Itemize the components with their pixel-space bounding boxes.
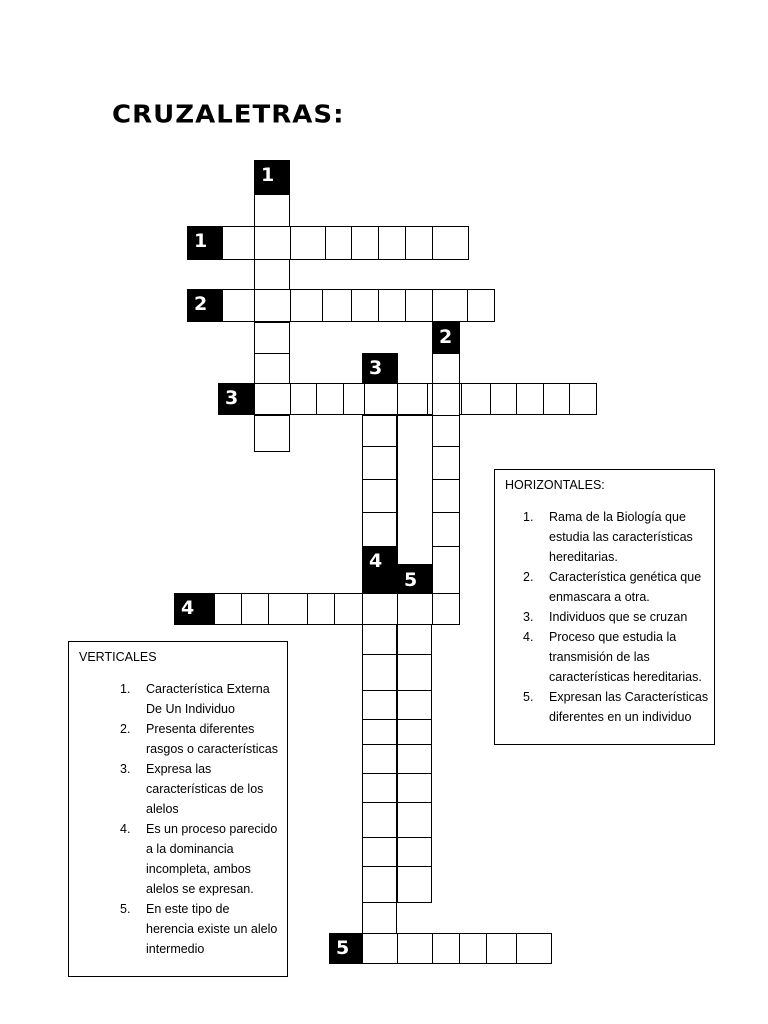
vertical-5-number: 5	[397, 565, 433, 594]
crossword-cell[interactable]	[378, 289, 406, 322]
crossword-cell[interactable]	[362, 690, 397, 720]
crossword-cell[interactable]	[362, 446, 397, 480]
clue-text-line: De Un Individuo	[146, 702, 235, 716]
clue-text-line: Es un proceso parecido	[146, 822, 278, 836]
crossword-cell[interactable]	[397, 866, 432, 903]
crossword-cell[interactable]	[397, 773, 432, 803]
clue-text-line: Expresa las	[146, 762, 212, 776]
crossword-cell[interactable]	[432, 546, 460, 594]
clue-text-line: rasgos o características	[146, 742, 278, 756]
crossword-cell[interactable]	[362, 773, 397, 803]
crossword-cell[interactable]	[351, 289, 379, 322]
crossword-cell[interactable]	[397, 383, 428, 415]
crossword-cell[interactable]	[461, 383, 491, 415]
clue-number: 2.	[523, 570, 534, 584]
crossword-cell[interactable]	[397, 624, 432, 655]
horizontal-clues-box	[494, 469, 715, 745]
crossword-cell[interactable]	[432, 446, 460, 480]
clue-number: 3.	[120, 762, 131, 776]
crossword-cell[interactable]	[432, 226, 469, 260]
vertical-clues-box	[68, 641, 288, 977]
crossword-cell[interactable]	[254, 259, 290, 292]
horizontal-clues-list	[523, 507, 711, 727]
clue-text-line: a la dominancia	[146, 842, 234, 856]
crossword-cell[interactable]	[432, 353, 460, 384]
crossword-cell[interactable]	[268, 593, 308, 625]
crossword-cell[interactable]	[362, 933, 398, 964]
crossword-cell[interactable]	[362, 624, 397, 655]
clue-number: 2.	[120, 722, 131, 736]
crossword-cell[interactable]	[290, 383, 317, 415]
crossword-cell[interactable]	[397, 690, 432, 720]
clue-text-line: alelos	[146, 802, 179, 816]
clue-number: 1.	[523, 510, 534, 524]
crossword-cell[interactable]	[254, 226, 291, 260]
crossword-cell[interactable]	[432, 512, 460, 547]
clue-number: 4.	[523, 630, 534, 644]
crossword-cell[interactable]	[254, 415, 290, 452]
crossword-cell[interactable]	[397, 719, 432, 745]
page-title: CRUZALETRAS:	[112, 100, 345, 130]
crossword-cell[interactable]	[362, 802, 397, 838]
crossword-cell[interactable]	[405, 289, 433, 322]
crossword-cell[interactable]	[516, 933, 552, 964]
crossword-cell[interactable]	[241, 593, 269, 625]
crossword-cell[interactable]	[322, 289, 352, 322]
horizontal-2-number: 2	[187, 289, 223, 322]
crossword-cell[interactable]	[254, 322, 290, 354]
crossword-cell[interactable]	[254, 194, 290, 227]
crossword-cell[interactable]	[362, 837, 397, 867]
clue-text-line: hereditarias.	[549, 550, 618, 564]
crossword-cell[interactable]	[316, 383, 344, 415]
crossword-cell[interactable]	[397, 744, 432, 774]
vertical-3-number: 3	[362, 353, 398, 384]
horizontal-4-number: 4	[174, 593, 215, 625]
horizontal-5-number: 5	[329, 933, 363, 964]
clue-text-line: alelos se expresan.	[146, 882, 254, 896]
horizontal-clues-heading: HORIZONTALES:	[505, 478, 605, 492]
crossword-cell[interactable]	[486, 933, 517, 964]
crossword-cell[interactable]	[254, 383, 291, 415]
clue-item	[120, 819, 286, 899]
crossword-cell[interactable]	[569, 383, 597, 415]
crossword-cell[interactable]	[543, 383, 570, 415]
crossword-cell[interactable]	[432, 383, 460, 416]
clue-text-line: En este tipo de	[146, 902, 230, 916]
crossword-cell[interactable]	[214, 593, 242, 625]
clue-text-line: Característica genética que	[549, 570, 702, 584]
clue-text-line: Presenta diferentes	[146, 722, 255, 736]
crossword-cell[interactable]	[432, 415, 460, 447]
clue-number: 1.	[120, 682, 131, 696]
clue-number: 5.	[120, 902, 131, 916]
crossword-cell[interactable]	[364, 383, 398, 415]
crossword-cell[interactable]	[397, 415, 433, 565]
clue-item	[523, 567, 711, 607]
crossword-cell[interactable]	[334, 593, 363, 625]
clue-number: 3.	[523, 610, 534, 624]
crossword-cell[interactable]	[397, 654, 432, 691]
crossword-cell[interactable]	[362, 593, 398, 625]
crossword-cell[interactable]	[362, 902, 397, 934]
crossword-cell[interactable]	[397, 593, 433, 625]
crossword-cell[interactable]	[397, 933, 433, 964]
clue-text-line: intermedio	[146, 942, 205, 956]
clue-item	[523, 507, 711, 567]
crossword-cell[interactable]	[516, 383, 544, 415]
clue-text-line: características hereditarias.	[549, 670, 702, 684]
clue-item	[120, 759, 286, 819]
clue-text-line: herencia existe un alelo	[146, 922, 278, 936]
crossword-cell[interactable]	[254, 353, 290, 384]
clue-item	[120, 899, 286, 959]
horizontal-3-number: 3	[218, 383, 255, 415]
clue-item	[523, 687, 711, 727]
vertical-2-number: 2	[432, 322, 460, 354]
crossword-cell[interactable]	[362, 512, 397, 547]
clue-item	[523, 607, 711, 627]
crossword-cell[interactable]	[459, 933, 487, 964]
clue-text-line: transmisión de las	[549, 650, 650, 664]
clue-text-line: incompleta, ambos	[146, 862, 251, 876]
horizontal-1-number: 1	[187, 226, 223, 260]
vertical-1-number: 1	[254, 160, 290, 195]
crossword-cell[interactable]	[362, 479, 397, 513]
clue-item	[523, 627, 711, 687]
crossword-cell[interactable]	[405, 226, 433, 260]
crossword-cell[interactable]	[362, 654, 397, 691]
clue-text-line: diferentes en un individuo	[549, 710, 692, 724]
crossword-cell[interactable]	[362, 744, 397, 774]
crossword-cell[interactable]	[222, 289, 255, 322]
clue-text-line: enmascara a otra.	[549, 590, 650, 604]
clue-text-line: Expresan las Características	[549, 690, 709, 704]
crossword-cell[interactable]	[467, 289, 495, 322]
crossword-cell[interactable]	[325, 226, 352, 260]
vertical-clues-heading: VERTICALES	[79, 650, 157, 664]
crossword-cell[interactable]	[362, 415, 397, 447]
vertical-4-number: 4	[362, 546, 398, 594]
crossword-cell[interactable]	[362, 719, 397, 745]
vertical-clues-list	[120, 679, 286, 959]
crossword-cell[interactable]	[397, 837, 432, 867]
clue-text-line: Individuos que se cruzan	[549, 610, 688, 624]
crossword-cell[interactable]	[432, 593, 460, 625]
crossword-cell[interactable]	[343, 383, 365, 415]
crossword-cell[interactable]	[362, 866, 397, 903]
crossword-cell[interactable]	[432, 479, 460, 513]
clue-text-line: Rama de la Biología que	[549, 510, 686, 524]
clue-item	[120, 679, 286, 719]
crossword-cell[interactable]	[490, 383, 517, 415]
clue-text-line: estudia las características	[549, 530, 693, 544]
crossword-cell[interactable]	[432, 933, 460, 964]
crossword-cell[interactable]	[307, 593, 335, 625]
crossword-cell[interactable]	[254, 289, 291, 322]
crossword-cell[interactable]	[351, 226, 379, 260]
clue-item	[120, 719, 286, 759]
crossword-cell[interactable]	[378, 226, 406, 260]
clue-number: 4.	[120, 822, 131, 836]
crossword-cell[interactable]	[432, 289, 468, 322]
clue-text-line: Característica Externa	[146, 682, 270, 696]
crossword-cell[interactable]	[290, 289, 323, 322]
clue-text-line: características de los	[146, 782, 264, 796]
crossword-cell[interactable]	[222, 226, 255, 260]
clue-text-line: Proceso que estudia la	[549, 630, 677, 644]
crossword-cell[interactable]	[290, 226, 326, 260]
crossword-cell[interactable]	[397, 802, 432, 838]
clue-number: 5.	[523, 690, 534, 704]
